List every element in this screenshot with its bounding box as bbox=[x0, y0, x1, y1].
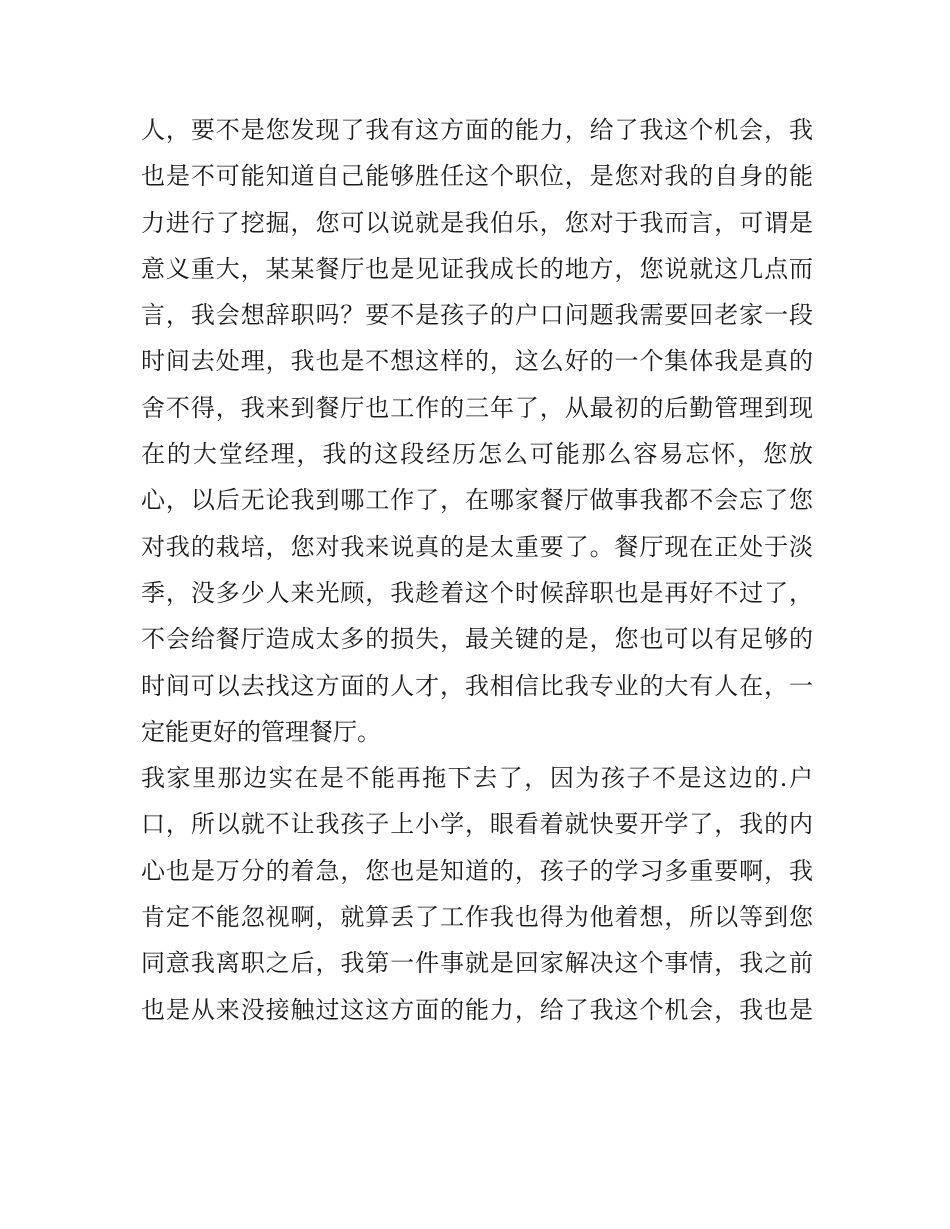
text-line: 时间去处理，我也是不想这样的，这么好的一个集体我是真的 bbox=[141, 347, 813, 376]
text-line: 心，以后无论我到哪工作了，在哪家餐厅做事我都不会忘了您 bbox=[141, 486, 813, 515]
text-line: 不会给餐厅造成太多的损失，最关键的是，您也可以有足够的 bbox=[141, 625, 813, 654]
text-line: 意义重大，某某餐厅也是见证我成长的地方，您说就这几点而 bbox=[141, 254, 813, 283]
text-line: 肯定不能忽视啊，就算丢了工作我也得为他着想，所以等到您 bbox=[141, 903, 813, 932]
text-line: 力进行了挖掘，您可以说就是我伯乐，您对于我而言，可谓是 bbox=[141, 208, 813, 237]
text-line: 定能更好的管理餐厅。 bbox=[141, 717, 381, 746]
text-line: 同意我离职之后，我第一件事就是回家解决这个事情，我之前 bbox=[141, 949, 813, 978]
text-line: 人，要不是您发现了我有这方面的能力，给了我这个机会，我 bbox=[141, 116, 813, 144]
text-line: 口，所以就不让我孩子上小学，眼看着就快要开学了，我的内 bbox=[141, 810, 813, 839]
text-line: 也是不可能知道自己能够胜任这个职位，是您对我的自身的能 bbox=[141, 162, 813, 191]
text-line: 对我的栽培，您对我来说真的是太重要了。餐厅现在正处于淡 bbox=[141, 532, 813, 561]
text-line: 季，没多少人来光顾，我趁着这个时候辞职也是再好不过了， bbox=[141, 578, 813, 607]
text-line: 心也是万分的着急，您也是知道的，孩子的学习多重要啊，我 bbox=[141, 856, 813, 885]
text-line: 我家里那边实在是不能再拖下去了，因为孩子不是这边的.户 bbox=[141, 764, 813, 793]
text-line: 也是从来没接触过这这方面的能力，给了我这个机会，我也是 bbox=[141, 995, 813, 1024]
body-text bbox=[141, 107, 813, 1033]
text-line: 在的大堂经理，我的这段经历怎么可能那么容易忘怀，您放 bbox=[141, 440, 813, 469]
text-line: 舍不得，我来到餐厅也工作的三年了，从最初的后勤管理到现 bbox=[141, 393, 813, 422]
text-line: 时间可以去找这方面的人才，我相信比我专业的大有人在，一 bbox=[141, 671, 813, 700]
text-line: 言，我会想辞职吗？要不是孩子的户口问题我需要回老家一段 bbox=[141, 301, 813, 330]
